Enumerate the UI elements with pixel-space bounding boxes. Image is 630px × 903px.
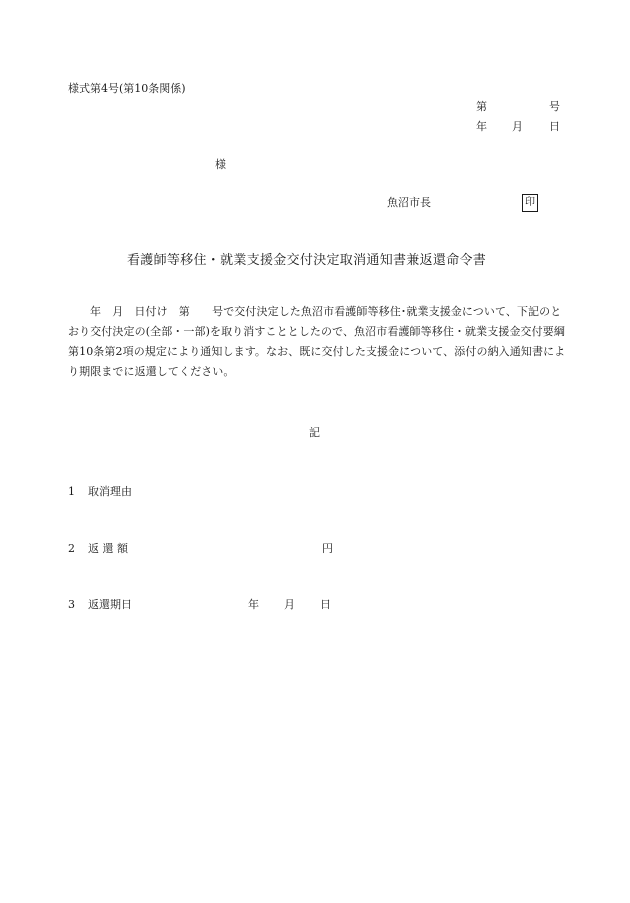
notice-body: 年 月 日付け 第 号で交付決定した魚沼市看護師等移住･就業支援金について、下記のとおり交付決定の(全部・一部)を取り消すこととしたので、魚沼市看護師等移住・就業支援金交付要綱第10条第2項の規定により通知します。なお、既に交付した支援金について、添付の納入通知書により期限までに返還してください。 (68, 305, 566, 378)
deadline-day: 日 (320, 598, 331, 611)
item-number: 3 (68, 598, 75, 611)
seal-mark: 印 (522, 194, 538, 212)
issuer-name: 魚沼市長 (387, 196, 431, 209)
date-year: 年 (476, 120, 487, 133)
item-label: 返 還 額 (88, 542, 128, 555)
document-number-suffix: 号 (549, 100, 560, 113)
document-number-prefix: 第 (476, 100, 487, 113)
item-number: 2 (68, 542, 75, 555)
addressee-suffix: 様 (215, 158, 226, 171)
document-title: 看護師等移住・就業支援金交付決定取消通知書兼返還命令書 (127, 253, 487, 268)
deadline-month: 月 (284, 598, 295, 611)
form-number: 様式第4号(第10条関係) (68, 82, 186, 95)
item-number: 1 (68, 485, 75, 498)
date-month: 月 (512, 120, 523, 133)
deadline-year: 年 (248, 598, 259, 611)
item-label: 取消理由 (88, 485, 132, 498)
item-label: 返還期日 (88, 598, 132, 611)
date-day: 日 (549, 120, 560, 133)
amount-unit: 円 (322, 542, 333, 555)
ki-heading: 記 (309, 426, 320, 439)
